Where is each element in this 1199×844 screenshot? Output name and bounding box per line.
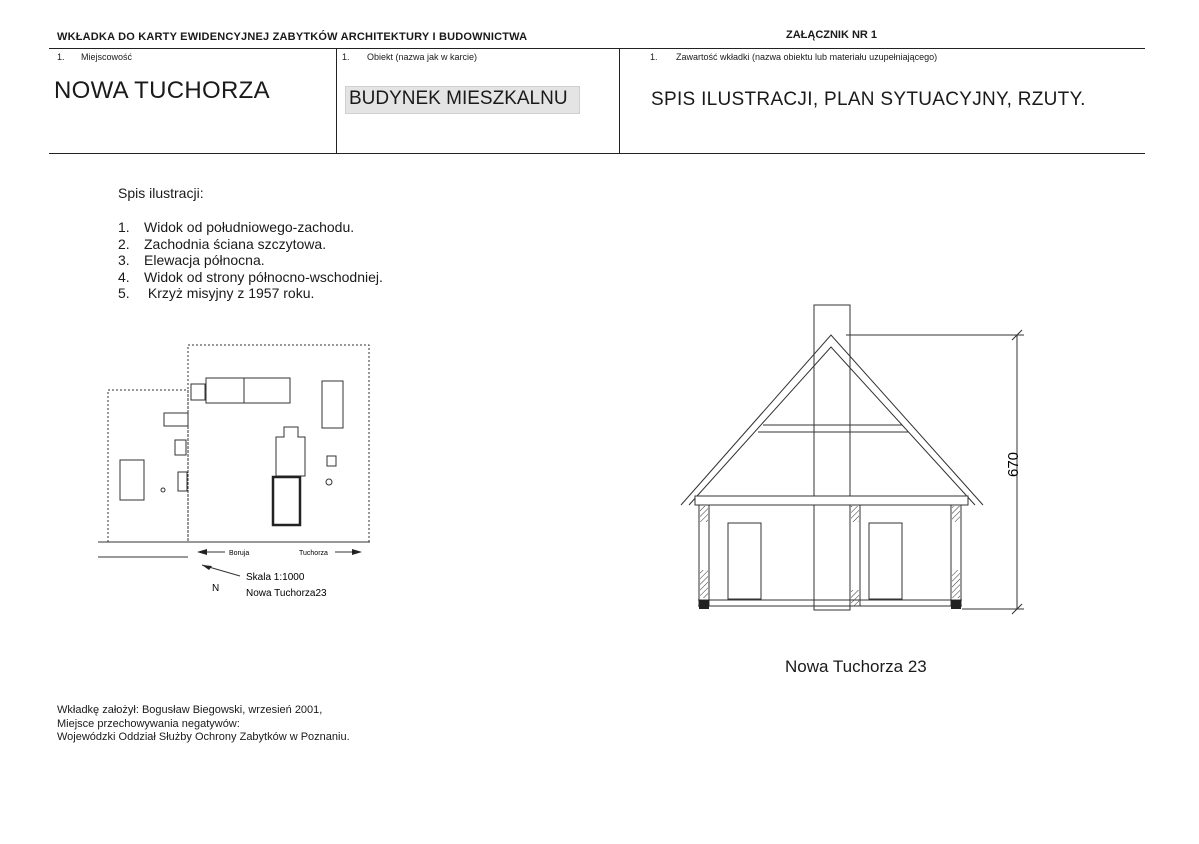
list-item-number: 1. bbox=[118, 219, 130, 235]
door-east bbox=[869, 523, 902, 599]
object-field-number: 1. bbox=[342, 52, 350, 62]
list-item-text: Krzyż misyjny z 1957 roku. bbox=[144, 285, 315, 301]
hatch-west-top bbox=[700, 506, 708, 522]
eaves-beam bbox=[695, 496, 968, 505]
footer-notes bbox=[57, 704, 350, 745]
footing-west bbox=[699, 600, 709, 609]
hatch-center-top bbox=[851, 506, 859, 522]
hatch-east-bottom bbox=[952, 570, 960, 598]
object-field-label: Obiekt (nazwa jak w karcie) bbox=[367, 52, 478, 62]
illustrations-heading: Spis ilustracji: bbox=[118, 185, 204, 201]
content-field-label: Zawartość wkładki (nazwa obiektu lub materiału uzupełniającego) bbox=[676, 52, 938, 62]
place-field-label: Miejscowość bbox=[81, 52, 133, 62]
footer-author: Wkładkę założył: Bogusław Biegowski, wrzesień 2001, bbox=[57, 704, 323, 716]
card-title: WKŁADKA DO KARTY EWIDENCYJNEJ ZABYTKÓW ARCHITEKTURY I BUDOWNICTWA bbox=[57, 31, 528, 43]
footing-east bbox=[951, 600, 961, 609]
object-value: BUDYNEK MIESZKALNU bbox=[349, 88, 568, 109]
footer-storage-place: Wojewódzki Oddział Służby Ochrony Zabytków w Poznaniu. bbox=[57, 731, 350, 743]
north-label: N bbox=[212, 583, 220, 594]
content-value: SPIS ILUSTRACJI, PLAN SYTUACYJNY, RZUTY. bbox=[651, 89, 1086, 110]
annex-number: ZAŁĄCZNIK NR 1 bbox=[786, 29, 878, 41]
scale-label: Skala 1:1000 bbox=[246, 572, 305, 583]
list-item-text: Elewacja północna. bbox=[144, 252, 265, 268]
list-item-text: Widok od strony północno-wschodniej. bbox=[144, 268, 383, 285]
list-item-number: 4. bbox=[118, 268, 130, 285]
content-field-number: 1. bbox=[650, 52, 658, 62]
elevation-caption: Nowa Tuchorza 23 bbox=[785, 657, 927, 676]
place-field-number: 1. bbox=[57, 52, 65, 62]
door-west bbox=[728, 523, 761, 599]
height-dimension: 670 bbox=[1005, 451, 1022, 477]
hatch-west-bottom bbox=[700, 570, 708, 598]
plan-address: Nowa Tuchorza23 bbox=[246, 588, 327, 599]
list-item-number: 2. bbox=[118, 235, 130, 252]
place-value: NOWA TUCHORZA bbox=[54, 77, 270, 104]
hatch-center-bottom bbox=[851, 590, 859, 606]
list-item-number: 3. bbox=[118, 252, 130, 268]
hatch-east-top bbox=[952, 506, 960, 522]
road-label-right: Tuchorza bbox=[299, 550, 328, 557]
footer-storage-label: Miejsce przechowywania negatywów: bbox=[57, 717, 240, 730]
road-label-left: Boruja bbox=[229, 550, 250, 557]
list-item-text: Widok od południowego-zachodu. bbox=[144, 219, 355, 235]
list-item-text: Zachodnia ściana szczytowa. bbox=[144, 235, 327, 252]
list-item-number: 5. bbox=[118, 285, 130, 301]
